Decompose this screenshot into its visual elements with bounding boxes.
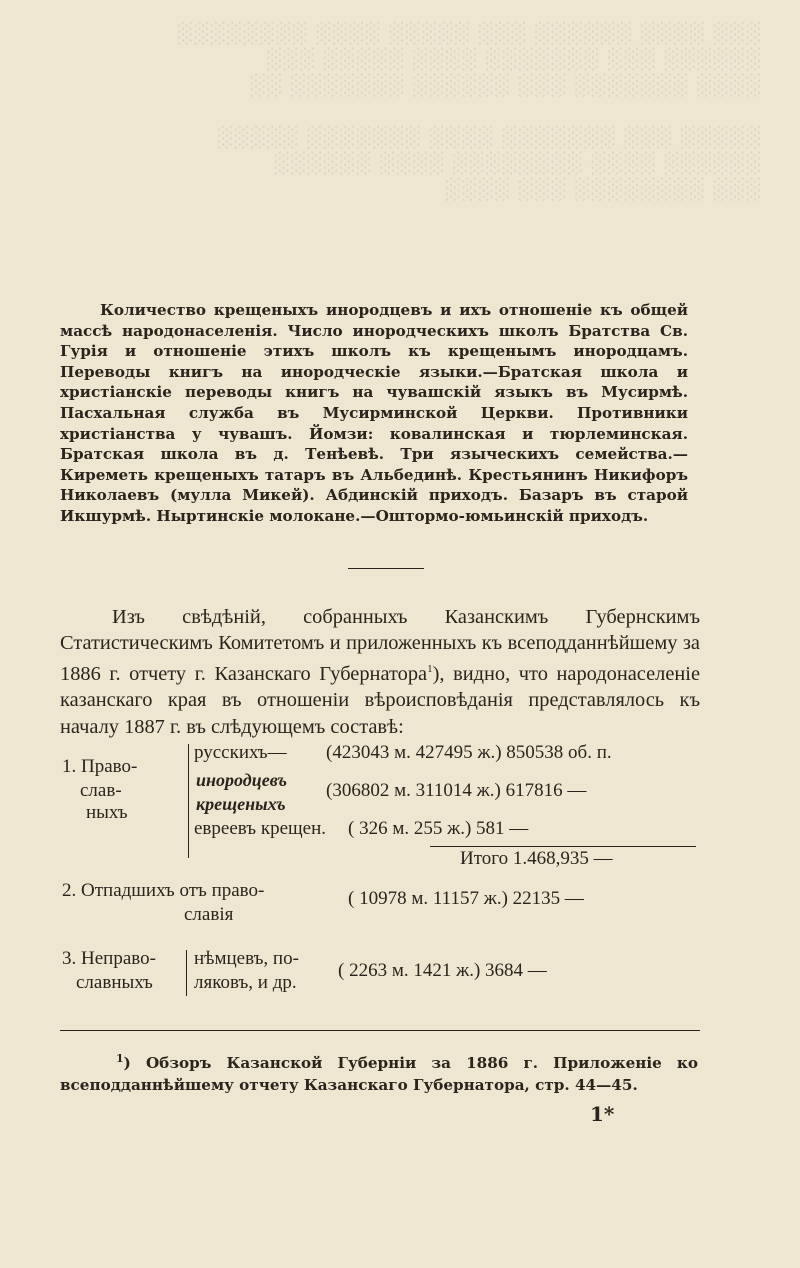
intro-paragraph [60, 604, 700, 740]
chapter-summary: Количество крещеныхъ инородцевъ и ихъ отношеніе къ общей массѣ народонаселенія. Число инородческихъ школъ Братства Св. Гурія и отношеніе этихъ школъ къ крещенымъ инородцамъ. Переводы книгъ на инородческіе языки.—Братская школа и христіанскіе переводы книгъ на чувашскій языкъ въ Мусирмѣ. Пасхальная служба въ Мусирминской Церкви. Противники христіанства у чувашъ. Йомзи: ковалинская и тюрлеминская. Братская школа въ д. Тенѣевѣ. Три языческихъ семейства.—Киреметь крещеныхъ татаръ въ Альбединѣ. Крестьянинъ Никифоръ Николаевъ (мулла Микей). Абдинскій приходъ. Базаръ въ старой Икшурмѣ. Ныртинскіе молокане.—Оштормо-юмьинскій приходъ. [60, 301, 688, 525]
total-row: Итого 1.468,935 — [460, 848, 613, 869]
intro-text: Изъ свѣдѣній, собранныхъ Казанскимъ Губернскимъ Статистическимъ Комитетомъ и приложенныхъ къ всеподданнѣйшему за 1886 г. отчету г. Казанскаго Губернатора [60, 606, 700, 686]
group1-label-line1: 1. Право- [62, 756, 138, 777]
group2-label-b: славія [184, 904, 234, 925]
group3-label-a: 3. Неправо- [62, 948, 156, 969]
group3-name-b: ляковъ, и др. [194, 972, 297, 993]
bleed-through-text: ░░░ ░░░░ ░░░░░░ ░░░ ░░░░░ ░░░░ ░░░░░░░░ ░░░░░░ ░░░ ░░░░░░░ ░░░░ ░░░░░ ░░░ ░░░░ ░░░░░░░ ░░░ ░░░░░░ ░░░░░░░ ░░ ░░░░░ ░░░ ░░░░░░░ ░░░░ ░░░░░░░ ░░░░░ ░░░░░░ ░░░░ ░░░░░░░░ ░░░░ ░░░░░░ ░░░ ░░░░░░░░ ░░░ ░░░░ [175, 21, 760, 201]
group1-label-line3: ныхъ [86, 802, 128, 823]
row-inorodtsy-values: (306802 м. 311014 ж.) 617816 — [326, 780, 587, 801]
row-jews-values: ( 326 м. 255 ж.) 581 — [348, 818, 529, 839]
row-jews-name: евреевъ крещен. [194, 818, 326, 839]
row-russians-values: (423043 м. 427495 ж.) 850538 об. п. [326, 742, 612, 763]
intro-text-tail: ), видно, что народонаселеніе казанскаго края въ отношеніи вѣроисповѣданія представлялось къ началу 1887 г. въ слѣдующемъ составѣ: [60, 663, 700, 738]
group3-name-a: нѣмцевъ, по- [194, 948, 299, 969]
section-divider [348, 568, 424, 569]
group2-values: ( 10978 м. 11157 ж.) 22135 — [348, 888, 584, 909]
row-russians-name: русскихъ— [194, 742, 287, 763]
group3-label-b: славныхъ [76, 972, 153, 993]
group3-bracket [186, 950, 187, 996]
footnote-text: ) Обзоръ Казанской Губерніи за 1886 г. Приложеніе ко всеподданнѣйшему отчету Казанскаго Губернатора, стр. 44—45. [60, 1054, 698, 1095]
footnote-number: 1 [116, 1052, 124, 1065]
total-rule [430, 846, 696, 847]
footnote-divider [60, 1030, 700, 1031]
row-inorodtsy-name-a: инородцевъ [196, 770, 287, 790]
row-inorodtsy-name-b: крещеныхъ [196, 794, 286, 814]
group1-label-line2: слав- [80, 780, 122, 801]
group1-bracket [188, 744, 189, 858]
footnote [60, 1048, 698, 1096]
group2-label-a: 2. Отпадшихъ отъ право- [62, 880, 265, 901]
footnote-ref: 1 [427, 663, 433, 676]
page-number: 1* [590, 1102, 615, 1126]
group3-values: ( 2263 м. 1421 ж.) 3684 — [338, 960, 547, 981]
